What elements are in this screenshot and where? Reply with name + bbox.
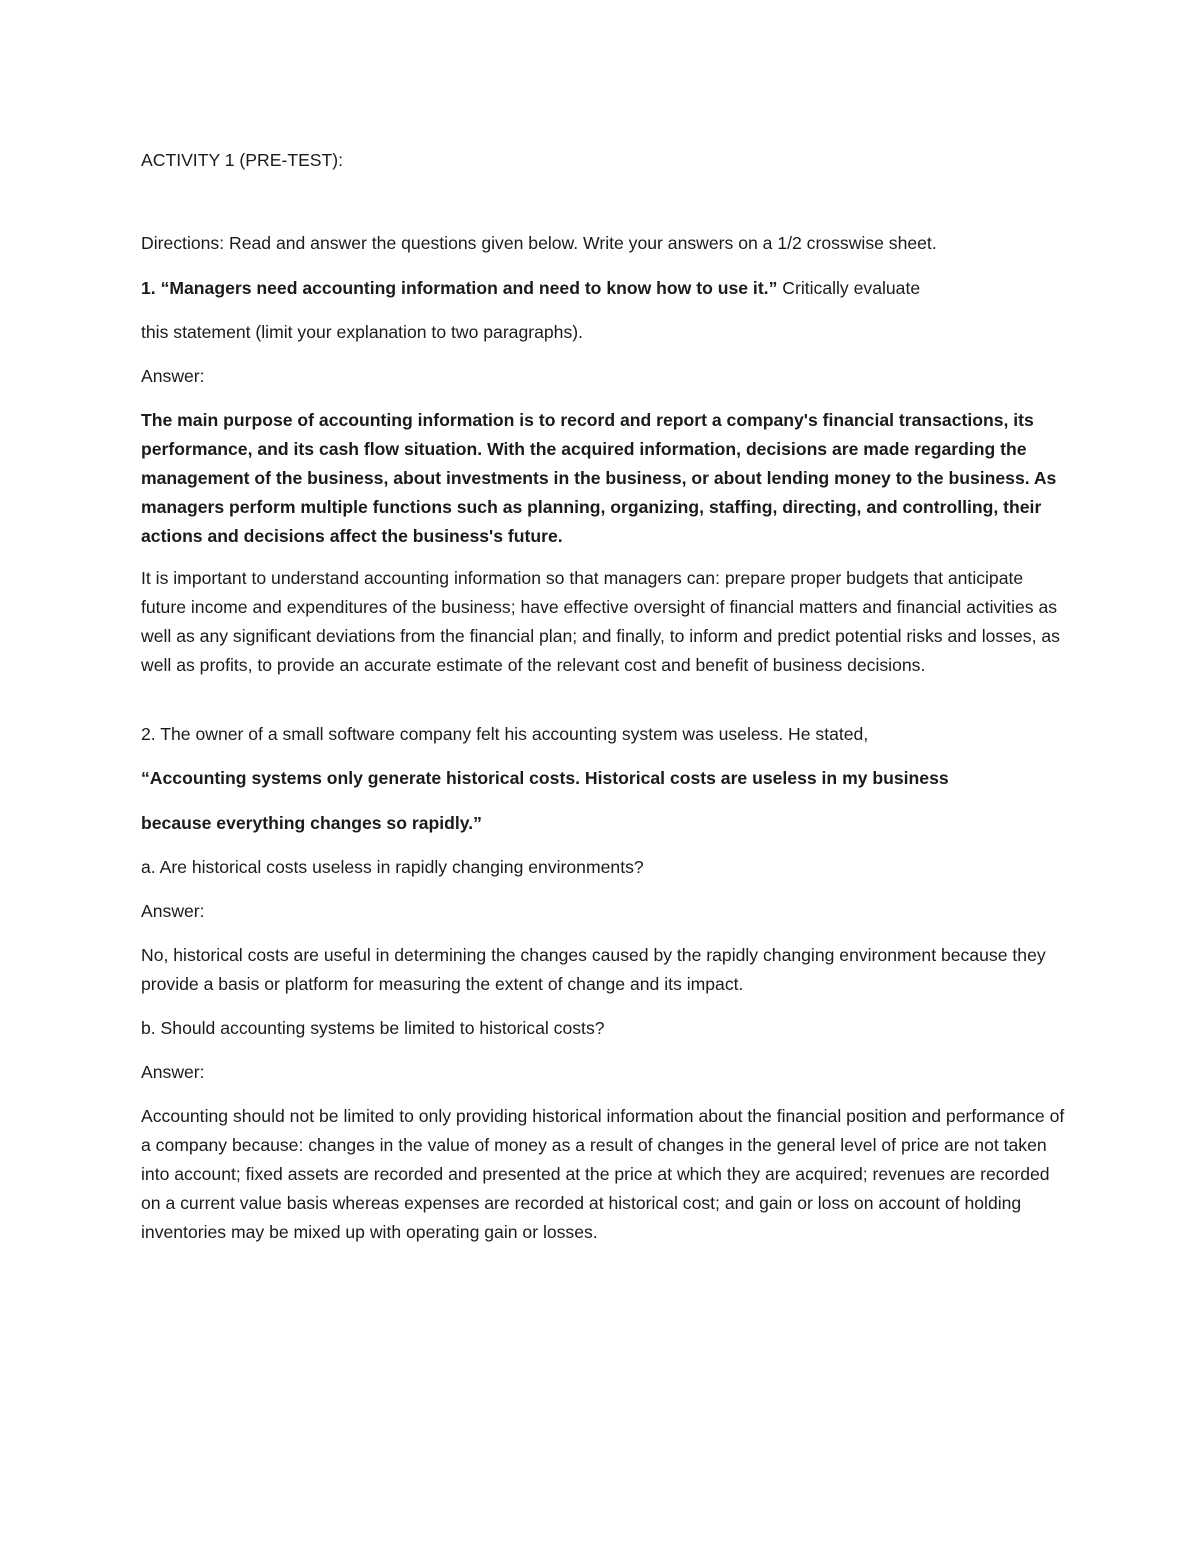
question-1-line-1 bbox=[141, 278, 1066, 299]
question-1-number: 1. bbox=[141, 278, 161, 298]
question-2b: b. Should accounting systems be limited to historical costs? bbox=[141, 1018, 605, 1038]
answer-1-paragraph-1: The main purpose of accounting information is to record and report a company's financial transactions, its performance, and its cash flow situation. With the acquired information, decisions are made regarding the management of the business, about investments in the business, or about lending money to the business. As managers perform multiple functions such as planning, organizing, staffing, directing, and controlling, their actions and decisions affect the business's future. bbox=[141, 410, 1057, 546]
directions-text: Directions: Read and answer the questions given below. Write your answers on a 1/2 crosswise sheet. bbox=[141, 233, 937, 253]
answer-2a-text: No, historical costs are useful in determining the changes caused by the rapidly changing environment because they provide a basis or platform for measuring the extent of change and its impact. bbox=[141, 945, 1046, 994]
activity-title: ACTIVITY 1 (PRE-TEST): bbox=[141, 150, 344, 170]
answer-label-1: Answer: bbox=[141, 366, 205, 386]
question-2a: a. Are historical costs useless in rapidly changing environments? bbox=[141, 857, 644, 877]
question-1-tail: Critically evaluate bbox=[777, 278, 921, 298]
question-2-intro: 2. The owner of a small software company felt his accounting system was useless. He stated, bbox=[141, 724, 869, 744]
question-2-quote-line-2: because everything changes so rapidly.” bbox=[141, 813, 482, 833]
answer-1-paragraph-2: It is important to understand accounting information so that managers can: prepare proper budgets that anticipate future income and expenditures of the business; have effective oversight of financial matters and financial activities as well as any significant deviations from the financial plan; and finally, to inform and predict potential risks and losses, as well as profits, to provide an accurate estimate of the relevant cost and benefit of business decisions. bbox=[141, 568, 1060, 675]
question-1-line-2: this statement (limit your explanation to two paragraphs). bbox=[141, 322, 584, 342]
question-2-quote-line-1: “Accounting systems only generate historical costs. Historical costs are useless in my business bbox=[141, 768, 949, 788]
question-1-quote: “Managers need accounting information and need to know how to use it.” bbox=[160, 278, 778, 298]
answer-label-2a: Answer: bbox=[141, 901, 205, 921]
answer-label-2b: Answer: bbox=[141, 1062, 205, 1082]
answer-2b-text: Accounting should not be limited to only providing historical information about the financial position and performance of a company because: changes in the value of money as a result of changes in the general level of price are not taken into account; fixed assets are recorded and presented at the price at which they are acquired; revenues are recorded on a current value basis whereas expenses are recorded at historical cost; and gain or loss on account of holding inventories may be mixed up with operating gain or losses. bbox=[141, 1106, 1065, 1242]
